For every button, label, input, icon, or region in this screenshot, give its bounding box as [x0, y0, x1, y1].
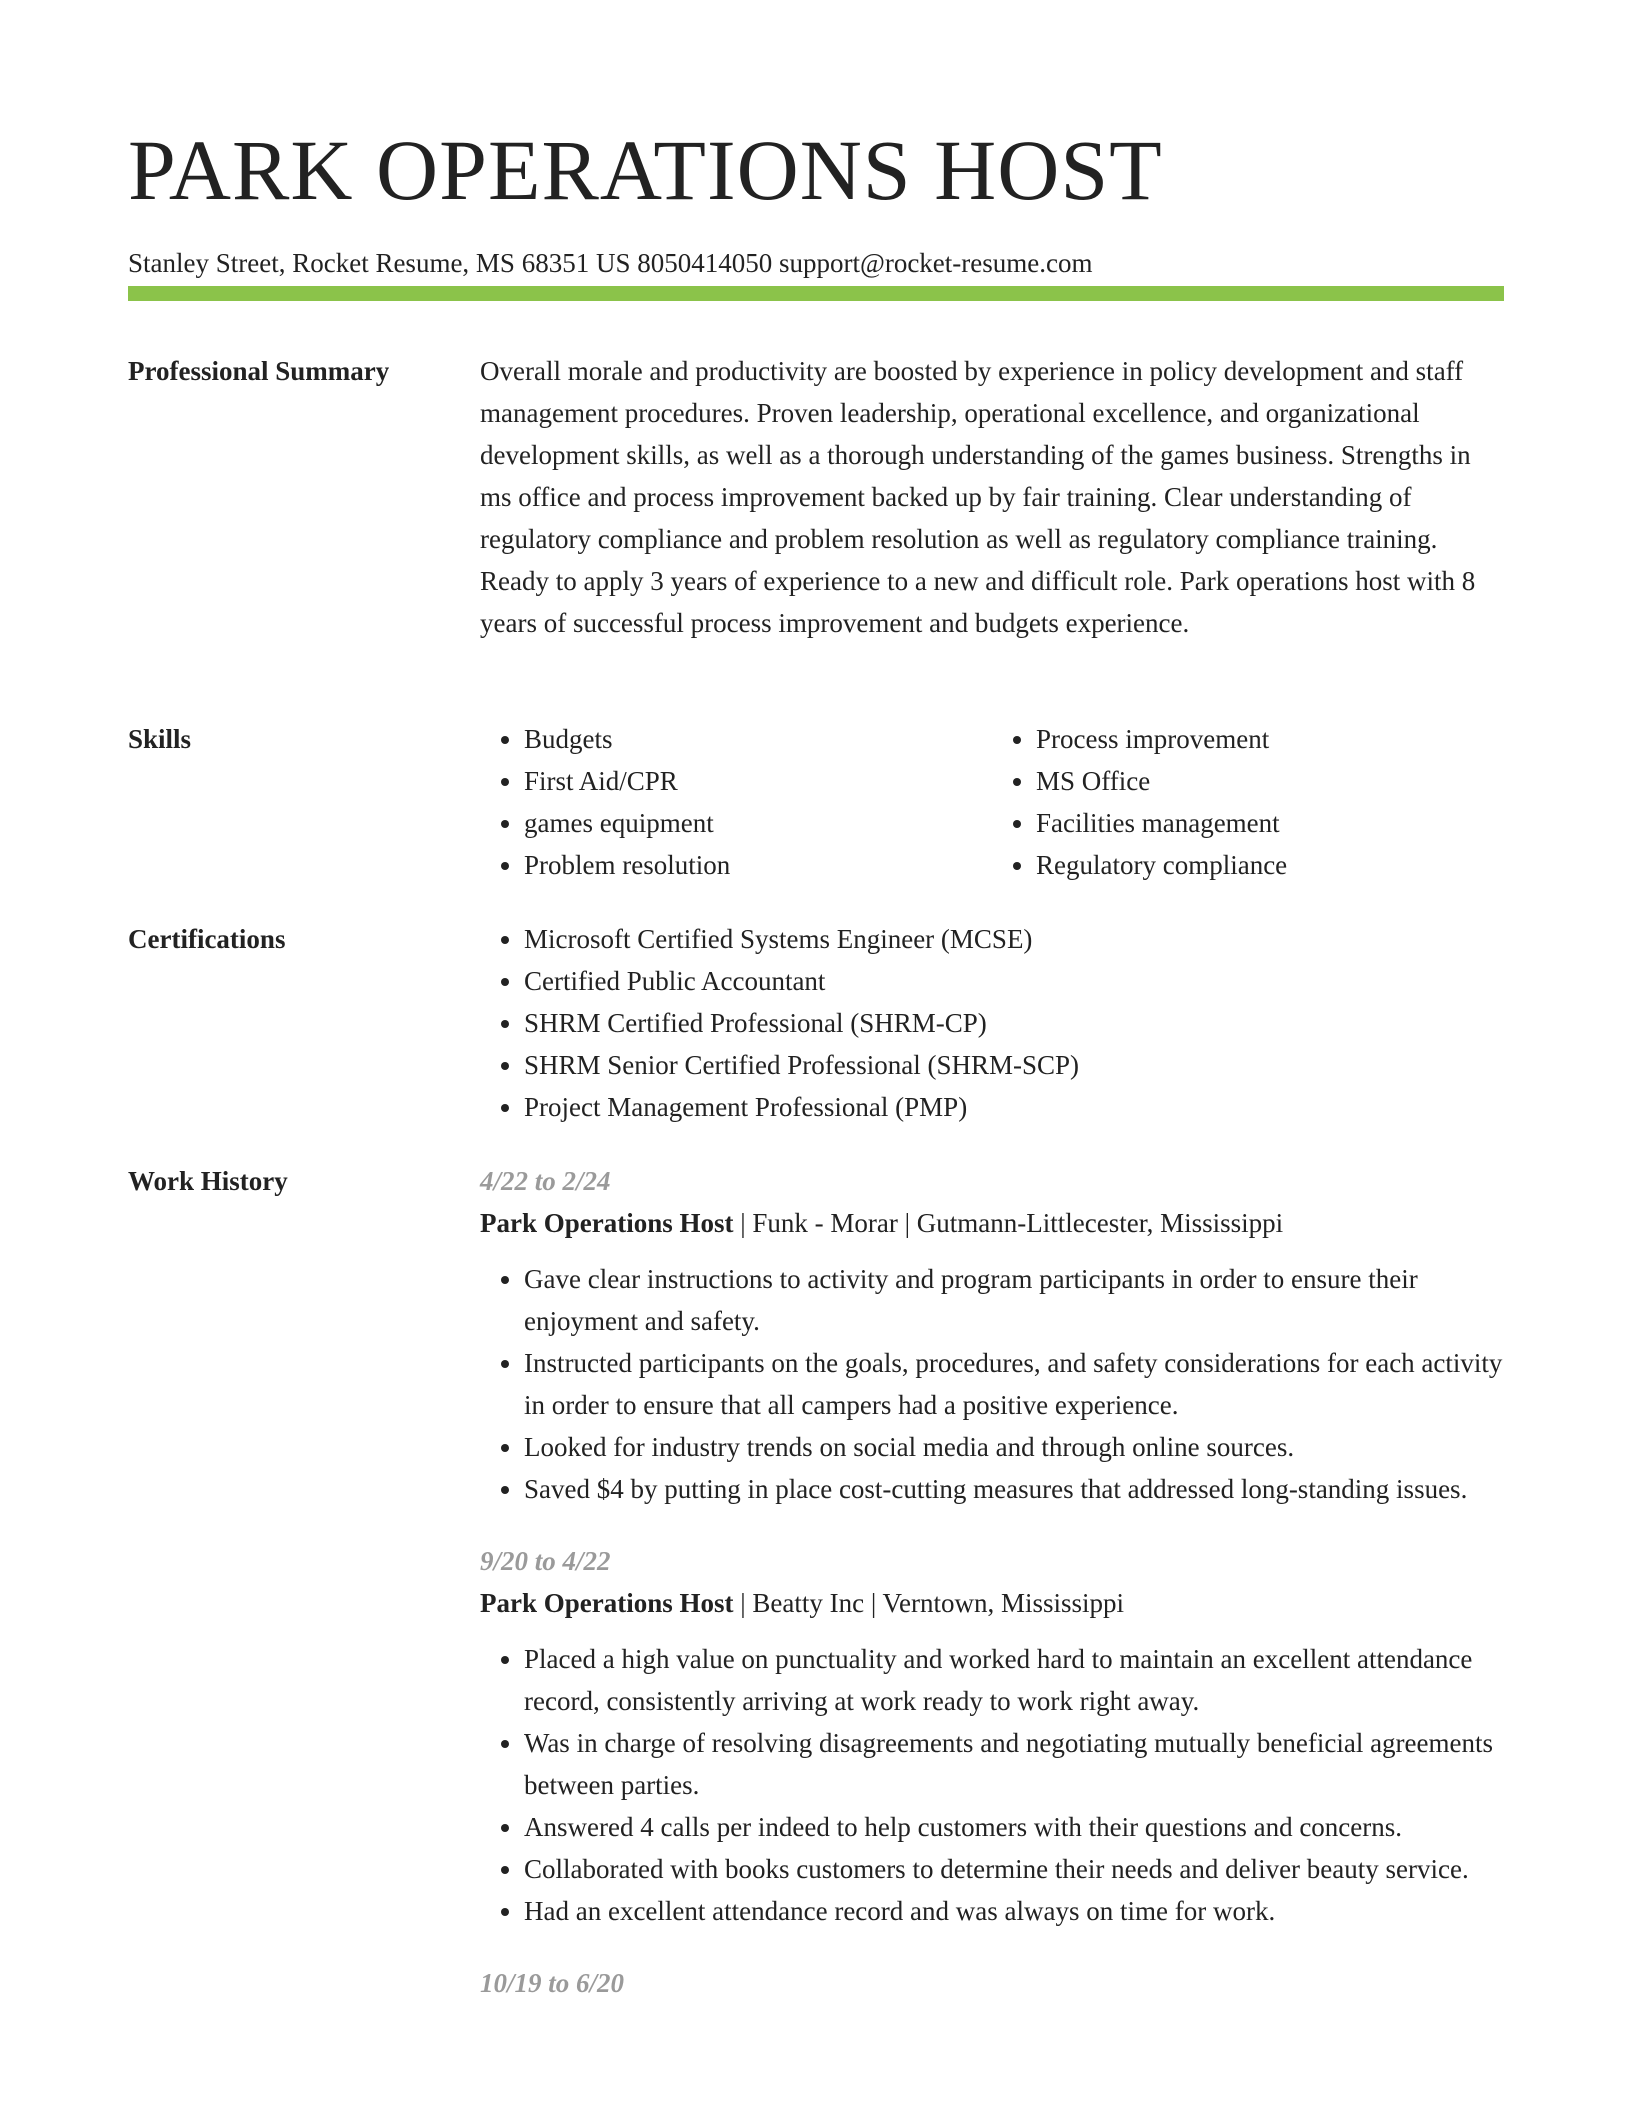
- skills-label: Skills: [128, 724, 192, 754]
- job-bullet: • Answered 4 calls per indeed to help customers with their questions and concerns.: [524, 1806, 1504, 1848]
- skill-item: • Budgets: [524, 718, 992, 760]
- job-title: Park Operations Host: [480, 1588, 734, 1618]
- accent-divider: [128, 286, 1504, 301]
- summary-text: Overall morale and productivity are boosted by experience in policy development and staff management procedures. Proven leadership, operational excellence, and organizational development skills, as well as a thorough understanding of the games business. Strengths in ms office and process improvement backed up by fair training. Clear understanding of regulatory compliance and problem resolution as well as regulatory compliance training. Ready to apply 3 years of experience to a new and difficult role. Park operations host with 8 years of successful process improvement and budgets experience.: [480, 356, 1476, 638]
- skill-item: • Facilities management: [1036, 802, 1504, 844]
- job-heading: [480, 1582, 1504, 1624]
- job-bullets: [480, 1638, 1504, 1932]
- job-dates: 4/22 to 2/24: [480, 1166, 611, 1196]
- job-bullet: • Collaborated with books customers to determine their needs and deliver beauty service.: [524, 1848, 1504, 1890]
- certification-item: • Certified Public Accountant: [524, 960, 1504, 1002]
- work-history-label: Work History: [128, 1166, 288, 1196]
- skill-item: • First Aid/CPR: [524, 760, 992, 802]
- job-title: Park Operations Host: [480, 1208, 734, 1238]
- skill-item: • Problem resolution: [524, 844, 992, 886]
- job-entry: [480, 1160, 1504, 1510]
- job-bullet: • Placed a high value on punctuality and worked hard to maintain an excellent attendance record, consistently arriving at work ready to work right away.: [524, 1638, 1504, 1722]
- skill-item: • Process improvement: [1036, 718, 1504, 760]
- resume-header: [128, 118, 1504, 280]
- skill-item: • Regulatory compliance: [1036, 844, 1504, 886]
- job-bullet: • Was in charge of resolving disagreements and negotiating mutually beneficial agreements between parties.: [524, 1722, 1504, 1806]
- contact-info: Stanley Street, Rocket Resume, MS 68351 US 8050414050 support@rocket-resume.com: [128, 248, 1093, 278]
- job-bullet: • Looked for industry trends on social media and through online sources.: [524, 1426, 1504, 1468]
- candidate-name: PARK OPERATIONS HOST: [128, 122, 1163, 218]
- certification-item: • SHRM Certified Professional (SHRM-CP): [524, 1002, 1504, 1044]
- skills-column-1: [480, 718, 992, 886]
- skill-item: • games equipment: [524, 802, 992, 844]
- job-bullet: • Had an excellent attendance record and was always on time for work.: [524, 1890, 1504, 1932]
- skill-item: • MS Office: [1036, 760, 1504, 802]
- job-bullet: • Gave clear instructions to activity and program participants in order to ensure their enjoyment and safety.: [524, 1258, 1504, 1342]
- summary-label: Professional Summary: [128, 356, 390, 386]
- job-bullet: • Saved $4 by putting in place cost-cutting measures that addressed long-standing issues.: [524, 1468, 1504, 1510]
- job-dates: 9/20 to 4/22: [480, 1546, 611, 1576]
- job-details: | Beatty Inc | Verntown, Mississippi: [733, 1588, 1125, 1618]
- skills-column-2: [992, 718, 1504, 886]
- job-dates: 10/19 to 6/20: [480, 1968, 625, 1998]
- certifications-label: Certifications: [128, 924, 286, 954]
- certification-item: • SHRM Senior Certified Professional (SHRM-SCP): [524, 1044, 1504, 1086]
- job-entry: [480, 1540, 1504, 1932]
- certifications-list: [480, 918, 1504, 1128]
- job-details: | Funk - Morar | Gutmann-Littlecester, Mississippi: [733, 1208, 1284, 1238]
- certification-item: • Microsoft Certified Systems Engineer (MCSE): [524, 918, 1504, 960]
- job-heading: [480, 1202, 1504, 1244]
- job-bullet: • Instructed participants on the goals, procedures, and safety considerations for each activity in order to ensure that all campers had a positive experience.: [524, 1342, 1504, 1426]
- job-bullets: [480, 1258, 1504, 1510]
- certification-item: • Project Management Professional (PMP): [524, 1086, 1504, 1128]
- job-entry: [480, 1962, 1504, 2004]
